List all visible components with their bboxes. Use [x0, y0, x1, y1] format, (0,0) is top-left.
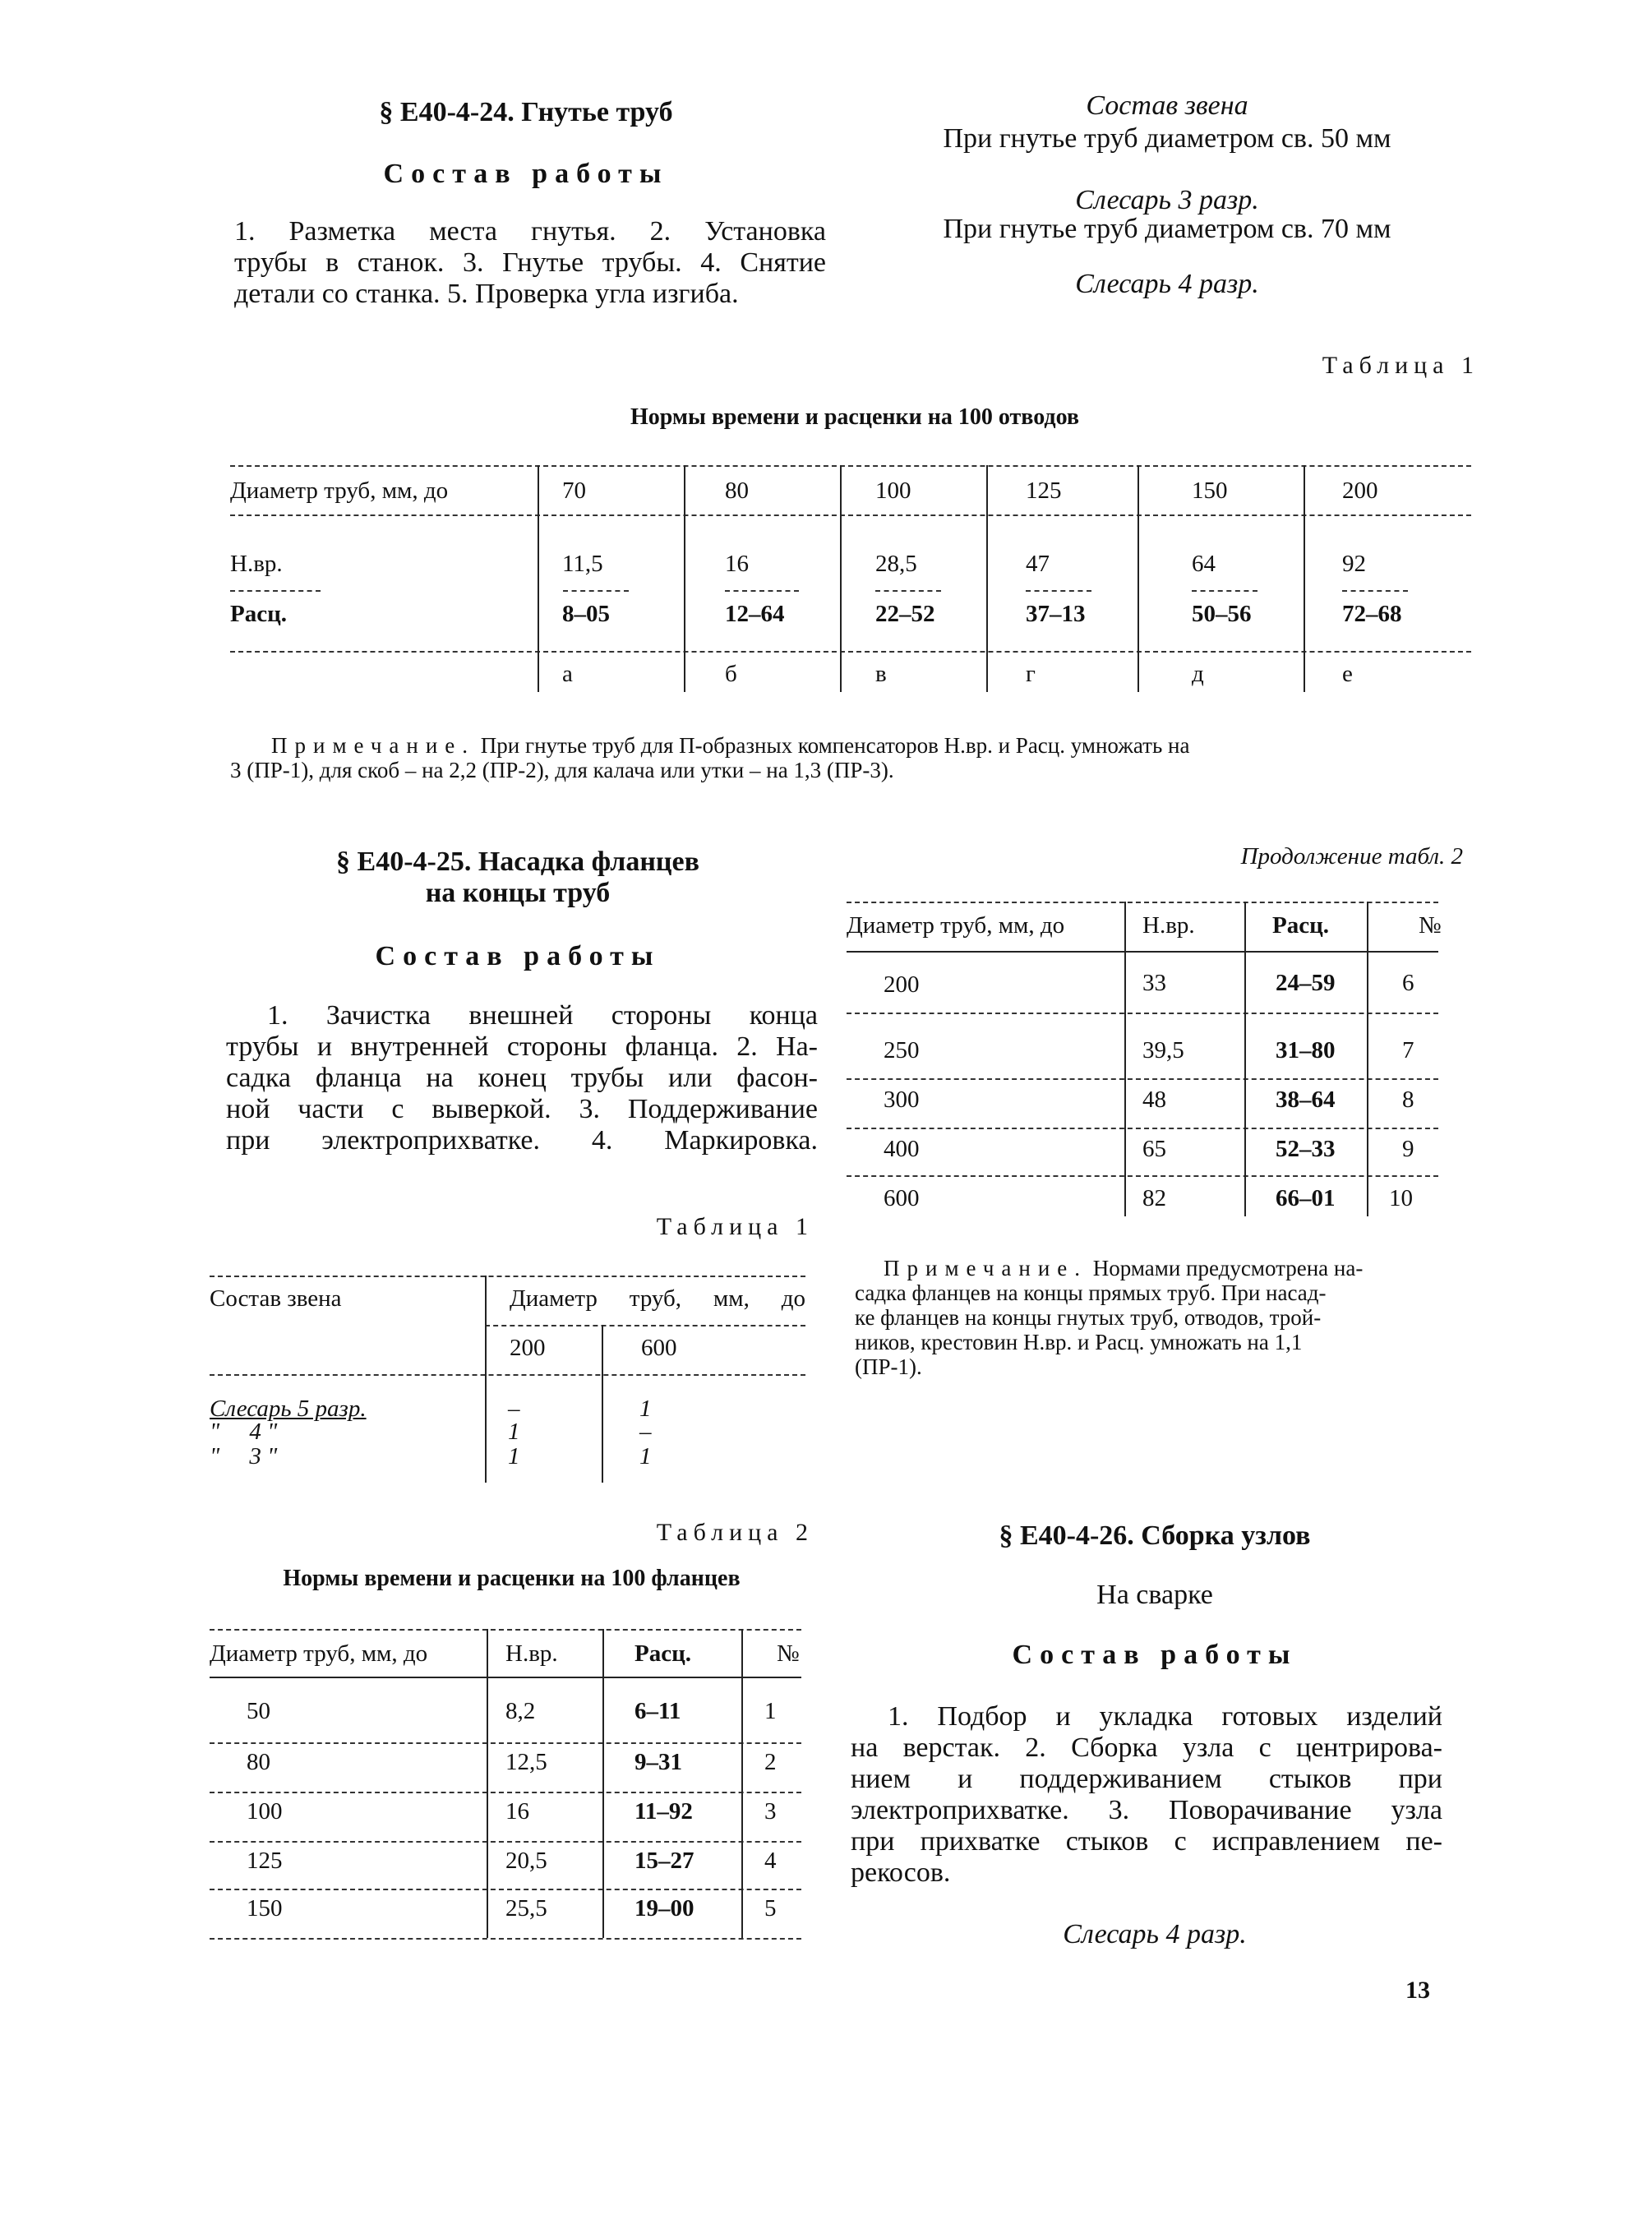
s24-table-label: Таблица 1	[1322, 352, 1479, 379]
hvr-cell: 39,5	[1142, 1037, 1184, 1063]
diameter-cell: 200	[884, 971, 920, 998]
note-lead: Примечание.	[884, 1256, 1088, 1280]
rasc-cell: 22–52	[875, 601, 935, 627]
s25-table2-label: Таблица 2	[656, 1519, 814, 1546]
hvr-cell: 82	[1142, 1185, 1166, 1211]
diameter-cell: 600	[884, 1185, 920, 1211]
col-head-number: №	[1419, 912, 1442, 939]
table-rule	[986, 465, 988, 692]
rasc-cell: 38–64	[1276, 1087, 1336, 1113]
table-rule	[1192, 590, 1257, 592]
s25-work-line: при электроприхватке. 4. Маркировка.	[226, 1125, 818, 1156]
table-rule	[847, 1013, 1438, 1014]
s26-work-line: нием и поддерживанием стыков при	[851, 1764, 1442, 1794]
crew-count-cell: –	[639, 1419, 652, 1445]
hvr-cell: 11,5	[562, 551, 603, 577]
table-rule	[210, 1792, 801, 1793]
table-rule	[847, 1175, 1438, 1177]
note-line: садка фланцев на концы прямых труб. При насад-	[855, 1280, 1327, 1305]
crew-count-cell: 1	[508, 1443, 520, 1469]
number-cell: 2	[764, 1749, 777, 1775]
note-line: При гнутье труб для П-образных компенсаторов Н.вр. и Расц. умножать на	[480, 733, 1190, 758]
crew-count-cell: 1	[639, 1396, 652, 1422]
table-rule	[1026, 590, 1091, 592]
hvr-cell: 92	[1342, 551, 1366, 577]
note-line: (ПР-1).	[855, 1354, 922, 1379]
diameter-cell: 150	[1192, 478, 1228, 504]
table-rule	[847, 951, 1438, 953]
number-cell: 8	[1402, 1087, 1414, 1113]
s26-work-line: при прихватке стыков с исправлением пе-	[851, 1826, 1442, 1857]
s26-work-text	[851, 1701, 1442, 1889]
s25-work-line: трубы и внутренней стороны фланца. 2. На-	[226, 1031, 818, 1062]
rasc-cell: 6–11	[634, 1698, 681, 1724]
rasc-cell: 12–64	[725, 601, 785, 627]
table-rule	[210, 1677, 801, 1678]
s24-table-row-hvr: Н.вр.	[230, 551, 283, 577]
crew-name-cell: " 4 "	[210, 1419, 278, 1445]
s25-work-text	[226, 1000, 818, 1156]
hvr-cell: 47	[1026, 551, 1050, 577]
table-rule	[840, 465, 842, 692]
s24-work-text	[234, 216, 826, 310]
crew-count-cell: 1	[508, 1419, 520, 1445]
number-cell: 4	[764, 1848, 777, 1874]
table-rule	[847, 1078, 1438, 1080]
number-cell: 1	[764, 1698, 777, 1724]
rasc-cell: 72–68	[1342, 601, 1402, 627]
s25-work-line: садка фланца на конец трубы или фасон-	[226, 1063, 818, 1093]
col-head-diameter: Диаметр труб, мм, до	[210, 1640, 428, 1667]
table-rule	[485, 1276, 487, 1483]
s26-work-line: на верстак. 2. Сборка узла с центрирова-	[851, 1732, 1442, 1763]
s26-subtitle: На сварке	[1096, 1580, 1213, 1610]
table-rule	[1367, 902, 1368, 1216]
s26-work-line: рекосов.	[851, 1857, 951, 1888]
table-rule	[538, 465, 539, 692]
s25-title-line2: на концы труб	[425, 878, 611, 908]
s24-title: § Е40-4-24. Гнутье труб	[379, 97, 673, 127]
hvr-cell: 16	[725, 551, 749, 577]
table-rule	[684, 465, 685, 692]
number-cell: 3	[764, 1798, 777, 1825]
table-rule	[210, 1276, 805, 1277]
s24-crew-worker1: Слесарь 3 разр.	[1075, 185, 1259, 215]
hvr-cell: 12,5	[505, 1749, 547, 1775]
table-rule	[1244, 902, 1246, 1216]
note-lead: Примечание.	[271, 733, 476, 758]
table-rule	[847, 902, 1438, 903]
s25-crew-col-head: Состав звена	[210, 1285, 342, 1312]
s24-note	[230, 733, 1488, 782]
rasc-cell: 37–13	[1026, 601, 1086, 627]
rasc-cell: 52–33	[1276, 1136, 1336, 1162]
table-rule	[210, 1841, 801, 1843]
rasc-cell: 15–27	[634, 1848, 694, 1874]
col-head-hvr: Н.вр.	[505, 1640, 558, 1667]
s24-table-head-label: Диаметр труб, мм, до	[230, 478, 449, 504]
table-rule	[210, 1629, 801, 1631]
table-rule	[230, 590, 321, 592]
diameter-cell: 80	[247, 1749, 270, 1775]
number-cell: 9	[1402, 1136, 1414, 1162]
note-line: ке фланцев на концы гнутых труб, отводов, трой-	[855, 1305, 1322, 1330]
s25-table2-title: Нормы времени и расценки на 100 фланцев	[283, 1566, 741, 1591]
crew-name-cell: Слесарь 5 разр.	[210, 1396, 367, 1422]
s25-diam-head: Диаметр труб, мм, до	[510, 1285, 805, 1312]
s26-title: § Е40-4-26. Сборка узлов	[999, 1520, 1311, 1551]
s25-work-line: ной части с выверкой. 3. Поддерживание	[226, 1094, 818, 1124]
s24-work-heading: Состав работы	[383, 159, 669, 189]
s25-cont-label: Продолжение табл. 2	[1240, 843, 1463, 870]
diameter-cell: 300	[884, 1087, 920, 1113]
s24-crew-heading: Состав звена	[1086, 90, 1248, 121]
crew-name-cell: " 3 "	[210, 1443, 278, 1469]
hvr-cell: 65	[1142, 1136, 1166, 1162]
rasc-cell: 9–31	[634, 1749, 682, 1775]
s24-work-line: 1. Разметка места гнутья. 2. Установка	[234, 216, 826, 247]
index-cell: а	[562, 661, 573, 687]
index-cell: е	[1342, 661, 1353, 687]
col-head-diameter: Диаметр труб, мм, до	[847, 912, 1065, 939]
number-cell: 7	[1402, 1037, 1414, 1063]
table-rule	[725, 590, 799, 592]
index-cell: в	[875, 661, 887, 687]
hvr-cell: 16	[505, 1798, 529, 1825]
diameter-cell: 80	[725, 478, 749, 504]
table-rule	[1124, 902, 1126, 1216]
table-rule	[487, 1629, 488, 1938]
hvr-cell: 48	[1142, 1087, 1166, 1113]
s24-table-title: Нормы времени и расценки на 100 отводов	[630, 404, 1080, 430]
diameter-cell: 100	[247, 1798, 283, 1825]
rasc-cell: 66–01	[1276, 1185, 1336, 1211]
number-cell: 5	[764, 1895, 777, 1922]
diameter-cell: 600	[641, 1335, 677, 1361]
s26-worker: Слесарь 4 разр.	[1063, 1919, 1247, 1949]
table-rule	[1137, 465, 1139, 692]
rasc-cell: 11–92	[634, 1798, 693, 1825]
table-rule	[741, 1629, 743, 1938]
s25-note	[855, 1256, 1447, 1379]
rasc-cell: 50–56	[1192, 601, 1252, 627]
s24-table-row-rasc: Расц.	[230, 601, 288, 627]
index-cell: б	[725, 661, 737, 687]
s25-table1-label: Таблица 1	[656, 1213, 814, 1240]
table-rule	[1304, 465, 1305, 692]
hvr-cell: 28,5	[875, 551, 917, 577]
note-line: 3 (ПР-1), для скоб – на 2,2 (ПР-2), для калача или утки – на 1,3 (ПР-3).	[230, 758, 894, 782]
hvr-cell: 20,5	[505, 1848, 547, 1874]
hvr-cell: 25,5	[505, 1895, 547, 1922]
table-rule	[230, 651, 1471, 653]
crew-count-cell: –	[508, 1396, 520, 1422]
col-head-rasc: Расц.	[634, 1640, 692, 1667]
diameter-cell: 100	[875, 478, 911, 504]
page-number: 13	[1405, 1977, 1430, 2004]
hvr-cell: 64	[1192, 551, 1216, 577]
s25-work-line: 1. Зачистка внешней стороны конца	[267, 1000, 818, 1031]
col-head-number: №	[777, 1640, 800, 1667]
diameter-cell: 200	[1342, 478, 1378, 504]
index-cell: д	[1192, 661, 1204, 687]
table-rule	[210, 1889, 801, 1890]
rasc-cell: 8–05	[562, 601, 610, 627]
diameter-cell: 200	[510, 1335, 546, 1361]
s26-work-line: 1. Подбор и укладка готовых изделий	[888, 1701, 1442, 1732]
table-rule	[210, 1374, 805, 1376]
s24-crew-worker2: Слесарь 4 разр.	[1075, 269, 1259, 299]
index-cell: г	[1026, 661, 1036, 687]
s24-crew-case1: При гнутье труб диаметром св. 50 мм	[943, 123, 1391, 154]
rasc-cell: 31–80	[1276, 1037, 1336, 1063]
diameter-cell: 400	[884, 1136, 920, 1162]
table-rule	[847, 1128, 1438, 1129]
table-rule	[602, 1325, 603, 1483]
diameter-cell: 70	[562, 478, 586, 504]
col-head-hvr: Н.вр.	[1142, 912, 1195, 939]
s24-work-line: детали со станка. 5. Проверка угла изгиба.	[234, 279, 739, 309]
diameter-cell: 125	[1026, 478, 1062, 504]
note-line: ников, крестовин Н.вр. и Расц. умножать на 1,1	[855, 1330, 1303, 1354]
diameter-cell: 250	[884, 1037, 920, 1063]
hvr-cell: 8,2	[505, 1698, 536, 1724]
s24-work-line: трубы в станок. 3. Гнутье трубы. 4. Снятие	[234, 247, 826, 278]
s25-title-line1: § Е40-4-25. Насадка фланцев	[336, 847, 699, 877]
table-rule	[1342, 590, 1408, 592]
diameter-cell: 125	[247, 1848, 283, 1874]
s26-work-heading: Состав работы	[1012, 1640, 1298, 1670]
table-rule	[230, 465, 1471, 467]
number-cell: 6	[1402, 970, 1414, 996]
table-rule	[602, 1629, 604, 1938]
table-rule	[563, 590, 629, 592]
rasc-cell: 19–00	[634, 1895, 694, 1922]
diameter-cell: 50	[247, 1698, 270, 1724]
number-cell: 10	[1389, 1185, 1413, 1211]
table-rule	[485, 1325, 805, 1326]
rasc-cell: 24–59	[1276, 970, 1336, 996]
col-head-rasc: Расц.	[1272, 912, 1330, 939]
table-rule	[230, 514, 1471, 516]
s25-work-heading: Состав работы	[375, 941, 661, 971]
hvr-cell: 33	[1142, 970, 1166, 996]
s26-work-line: электроприхватке. 3. Поворачивание узла	[851, 1795, 1442, 1825]
note-line: Нормами предусмотрена на-	[1092, 1256, 1364, 1280]
table-rule	[210, 1742, 801, 1744]
diameter-cell: 150	[247, 1895, 283, 1922]
s24-crew-case2: При гнутье труб диаметром св. 70 мм	[943, 214, 1391, 244]
table-rule	[875, 590, 941, 592]
table-rule	[210, 1938, 801, 1940]
crew-count-cell: 1	[639, 1443, 652, 1469]
